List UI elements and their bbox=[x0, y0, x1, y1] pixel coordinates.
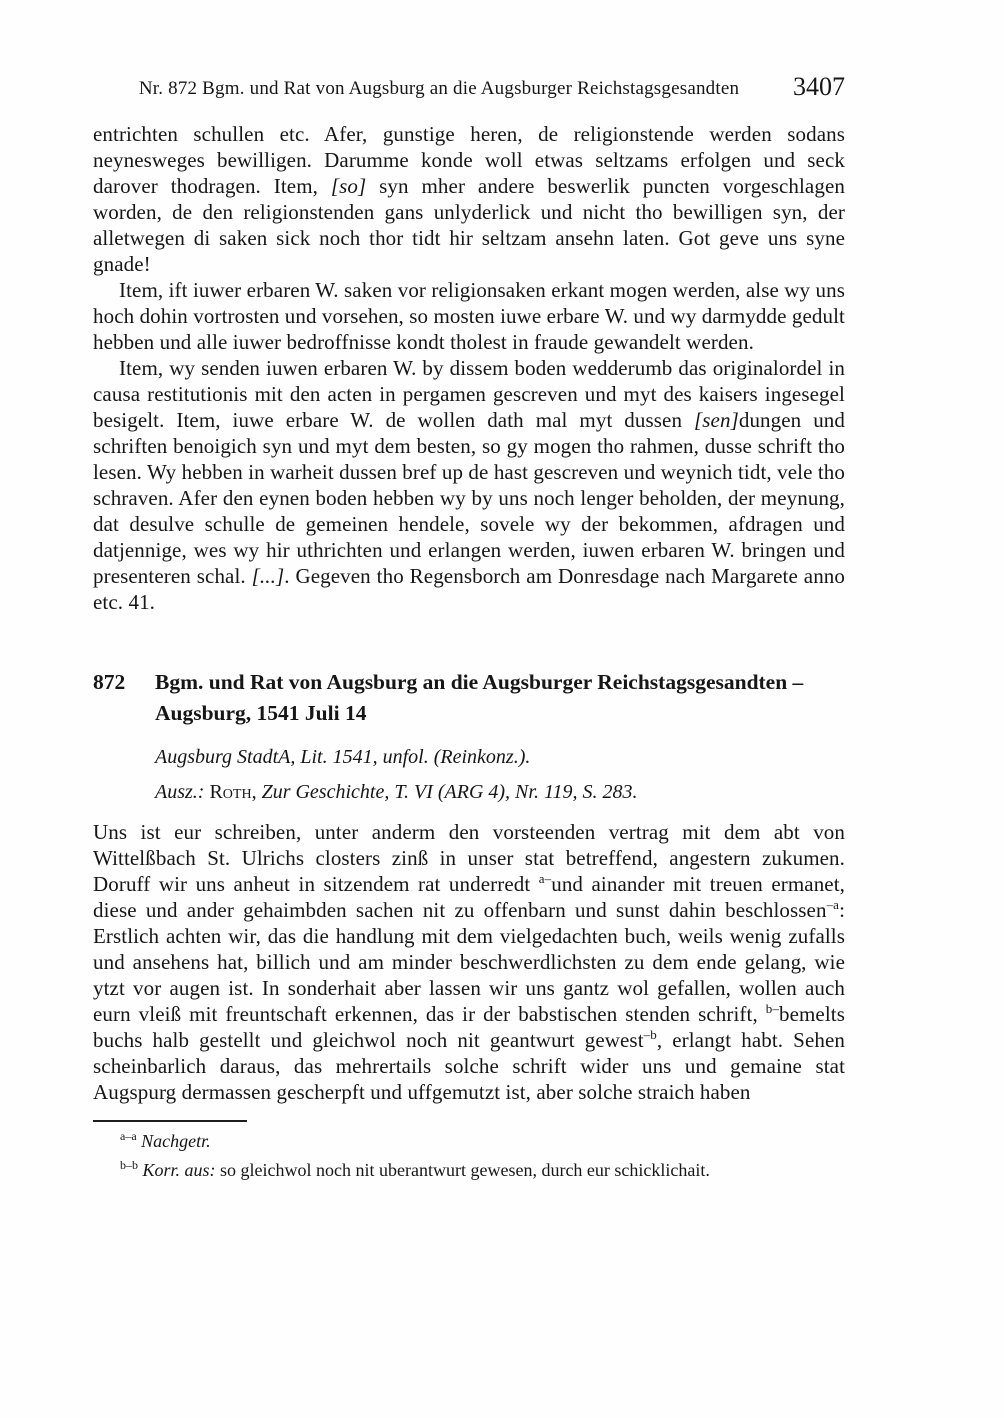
paragraph bbox=[93, 277, 845, 355]
text-segment: Korr. aus: bbox=[142, 1160, 216, 1180]
entry-title-line: Bgm. und Rat von Augsburg an die Augsburger Reichstagsgesandten – bbox=[155, 670, 804, 694]
footnote bbox=[93, 1127, 845, 1156]
footnote-mark: –a bbox=[826, 897, 840, 912]
entry-title bbox=[155, 667, 845, 729]
footnote bbox=[93, 1156, 845, 1185]
text-segment: syn mher andere beswerlik puncten vorgeschlagen worden, de den religionstenden gans unlyderlick und nicht tho bewilligen syn, der alletwegen di saken sick noch thor tidt hir seltzam ansehn laten. Got geve uns syne gnade! bbox=[93, 174, 845, 276]
footnote-separator bbox=[93, 1120, 247, 1122]
text-column bbox=[93, 0, 845, 1185]
text-segment: [so] bbox=[330, 174, 367, 198]
entry-number: 872 bbox=[93, 670, 126, 694]
footnote-mark: b–b bbox=[120, 1158, 138, 1172]
text-segment: Item, wy senden iuwen erbaren W. by dissem boden wedderumb das originalordel in causa restitutionis mit den acten in pergamen gescreven und myt des kaisers ingesegel besigelt. Item, iuwe erbare W. de wollen dath mal myt dussen bbox=[93, 356, 845, 432]
text-segment: Augsburg StadtA, Lit. 1541, unfol. (Reinkonz.). bbox=[155, 746, 531, 768]
footnote-mark: a– bbox=[538, 871, 552, 886]
source-citation bbox=[155, 777, 845, 807]
footnote-mark: a–a bbox=[120, 1129, 137, 1143]
text-segment: . Gegeven tho Regensborch am Donresdage nach Margarete anno etc. 41. bbox=[93, 564, 845, 614]
text-segment: : Erstlich achten wir, das die handlung mit dem vielgedachten buch, weils wenig zufalls und ansehens hat, billich und am minder beschwerdlichsten zu dem ende gelang, wie ytzt vor augen ist. In sonderhait aber lassen wir uns gantz wol gefallen, wollen auch eurn vleiß mit freuntschaft erkennen, das ir der babstischen stenden schrift, bbox=[93, 898, 845, 1026]
footnote-mark: –b bbox=[643, 1027, 657, 1042]
text-segment: dungen und schriften benoigich syn und myt dem besten, so gy mogen tho rahmen, dusse schrift tho lesen. Wy hebben in warheit dussen bref up de hast gescreven und weynich tidt, vele tho schraven. Afer den eynen boden hebben wy by uns noch lenger beholden, der meynung, dat desulve schulle de gemeinen hendele, sovele wy der bekommen, afdragen und datjennige, wes wy hir uthrichten und erlangen werden, iuwen erbaren W. bringen und presenteren schal. bbox=[93, 408, 845, 588]
paragraph bbox=[93, 819, 845, 1105]
text-segment: Nachgetr. bbox=[141, 1131, 211, 1151]
text-segment: bemelts buchs halb gestellt und gleichwol noch nit geantwurt gewest bbox=[93, 1002, 845, 1052]
page-header bbox=[93, 0, 845, 104]
footnote-mark: b– bbox=[765, 1001, 779, 1016]
entry-body bbox=[93, 819, 845, 1105]
entry-heading bbox=[93, 667, 845, 729]
text-segment: Uns ist eur schreiben, unter anderm den vorsteenden vertrag mit dem abt von Wittelßbach St. Ulrichs closters zinß in unser stat betreffend, angestern zukumen. Doruff wir uns anheut in sitzendem rat underredt bbox=[93, 820, 845, 896]
paragraph bbox=[93, 121, 845, 277]
page-number: 3407 bbox=[793, 72, 845, 101]
text-segment: [...] bbox=[251, 564, 285, 588]
paragraph bbox=[93, 355, 845, 615]
text-segment: Ausz.: bbox=[155, 781, 210, 803]
text-segment: [sen] bbox=[694, 408, 739, 432]
text-segment: Item, ift iuwer erbaren W. saken vor religionsaken erkant mogen werden, alse wy uns hoch dohin vortrosten und vorsehen, so mosten iuwe erbare W. und wy darmydde gedult hebben und alle iuwer bedroffnisse kondt tholest in fraude gewandelt werden. bbox=[93, 278, 845, 354]
text-segment: entrichten schullen etc. Afer, gunstige heren, de religionstende werden sodans neynesweges bewilligen. Darumme konde woll etwas seltzams erfolgen und seck darover thodragen. Item, bbox=[93, 122, 845, 198]
source-citations bbox=[155, 742, 845, 807]
source-citation bbox=[155, 742, 845, 772]
text-segment: , erlangt habt. Sehen scheinbarlich daraus, das mehrertails solche schrift wider uns und gemaine stat Augspurg dermassen gescherpft und uffgemutzt ist, aber solche straich haben bbox=[93, 1028, 845, 1104]
text-segment: Zur Geschichte, T. VI (ARG 4), Nr. 119, S. 283. bbox=[261, 781, 638, 803]
letter-continuation bbox=[93, 121, 845, 615]
footnotes bbox=[93, 1127, 845, 1185]
text-segment: Roth bbox=[209, 781, 252, 803]
text-segment: , bbox=[251, 781, 262, 803]
entry-title-line: Augsburg, 1541 Juli 14 bbox=[155, 701, 367, 725]
running-head: Nr. 872 Bgm. und Rat von Augsburg an die Augsburger Reichstagsgesandten bbox=[138, 78, 740, 99]
text-segment: so gleichwol noch nit uberantwurt gewesen, durch eur schicklichait. bbox=[215, 1160, 710, 1180]
text-segment: und ainander mit treuen ermanet, diese und ander gehaimbden sachen nit zu offenbarn und sunst dahin beschlossen bbox=[93, 872, 845, 922]
